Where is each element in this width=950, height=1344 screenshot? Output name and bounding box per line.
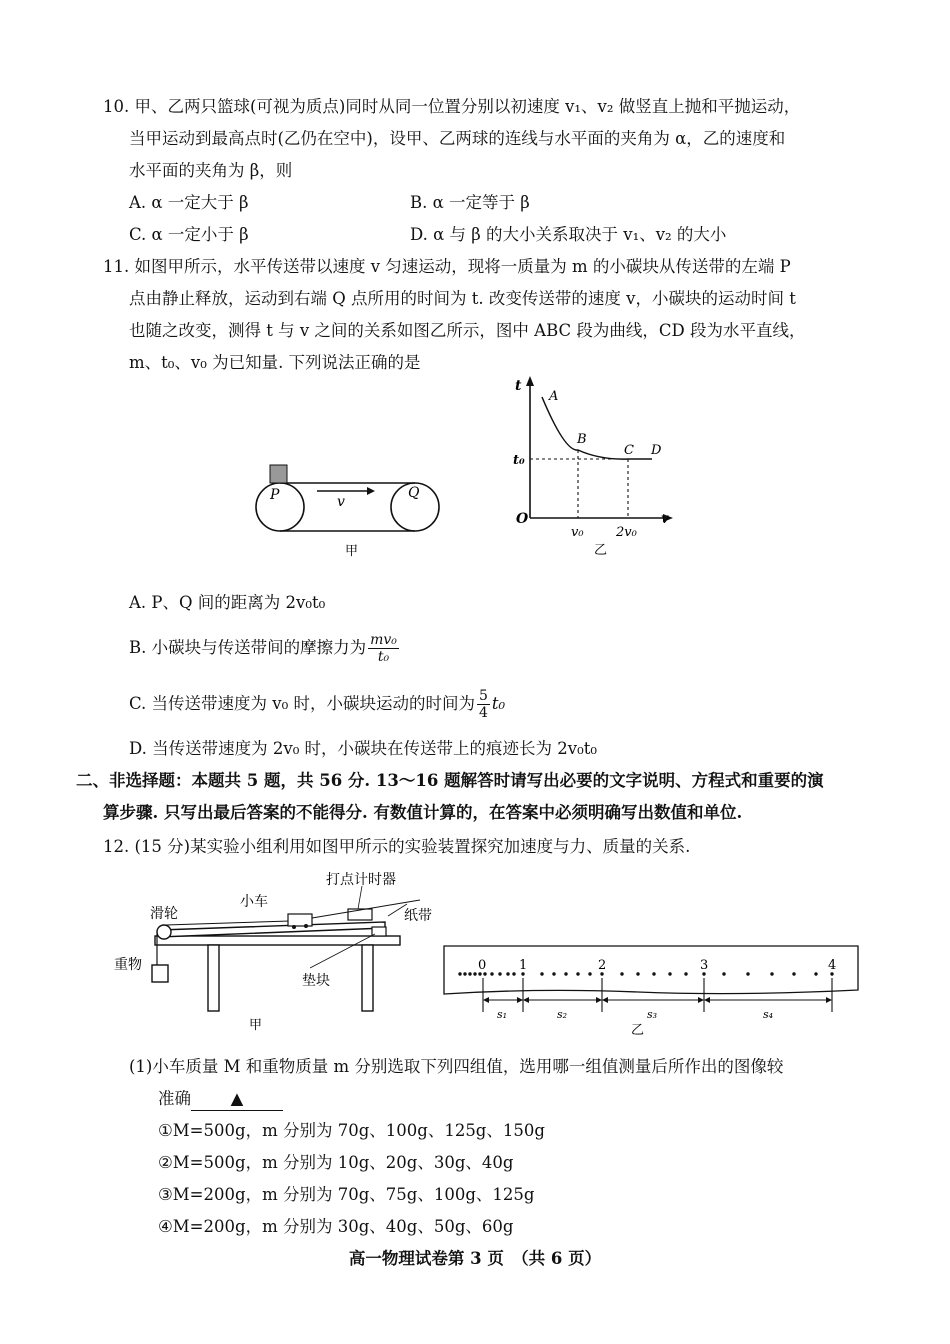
q11-line1: 11. 如图甲所示，水平传送带以速度 v 匀速运动，现将一质量为 m 的小碳块从传送带的左端 P — [103, 257, 791, 276]
label-v: v — [337, 494, 345, 510]
tick-v0: v₀ — [571, 525, 584, 540]
label-weight: 重物 — [114, 957, 142, 973]
tick-t0: t₀ — [513, 453, 525, 468]
q10-option-d: D. α 与 β 的大小关系取决于 v₁、v₂ 的大小 — [410, 225, 727, 244]
fig-caption-yi: 乙 — [594, 543, 608, 558]
q10-option-a: A. α 一定大于 β — [129, 193, 249, 212]
q11-line2: 点由静止释放，运动到右端 Q 点所用的时间为 t. 改变传送带的速度 v，小碳块的运动时间 t — [129, 289, 796, 308]
q11-option-d: D. 当传送带速度为 2v₀ 时，小碳块在传送带上的痕迹长为 2v₀t₀ — [129, 739, 597, 758]
count-4: 4 — [828, 958, 837, 973]
q12-choice-4: ④M=200g，m 分别为 30g、40g、50g、60g — [158, 1217, 514, 1236]
q11-option-c-text: C. 当传送带速度为 v₀ 时，小碳块运动的时间为 — [129, 694, 475, 713]
q10-line1: 10. 甲、乙两只篮球(可视为质点)同时从同一位置分别以初速度 v₁、v₂ 做竖直上抛和平抛运动， — [103, 97, 801, 116]
fig-caption-yi-2: 乙 — [631, 1023, 645, 1038]
q10-option-c: C. α 一定小于 β — [129, 225, 249, 244]
page-footer: 高一物理试卷第 3 页 （共 6 页） — [348, 1249, 602, 1268]
pulley — [157, 925, 171, 939]
label-pulley: 滑轮 — [150, 906, 178, 922]
q11-option-c-fraction — [477, 688, 490, 721]
axis-v: v — [661, 511, 669, 527]
q12-line1: 12. (15 分)某实验小组利用如图甲所示的实验装置探究加速度与力、质量的关系. — [103, 837, 691, 856]
segment-s1: s₁ — [497, 1008, 508, 1021]
point-b: B — [577, 432, 587, 447]
cart — [288, 914, 312, 926]
segment-s3: s₃ — [647, 1008, 658, 1021]
label-timer: 打点计时器 — [326, 872, 396, 888]
point-a: A — [549, 389, 559, 404]
q12-sub1-line1: (1)小车质量 M 和重物质量 m 分别选取下列四组值，选用哪一组值测量后所作出的图像较 — [129, 1057, 784, 1076]
q10-line2: 当甲运动到最高点时(乙仍在空中)，设甲、乙两球的连线与水平面的夹角为 α，乙的速度和 — [129, 129, 786, 148]
origin-o: O — [516, 511, 529, 527]
label-tape: 纸带 — [404, 908, 432, 924]
carbon-block — [270, 465, 287, 483]
q10-option-b: B. α 一定等于 β — [410, 193, 530, 212]
tick-2v0: 2v₀ — [616, 525, 637, 540]
t-v-graph — [505, 372, 685, 562]
q11-line3: 也随之改变，测得 t 与 v 之间的关系如图乙所示，图中 ABC 段为曲线，CD 段为水平直线， — [129, 321, 806, 340]
label-q: Q — [408, 485, 420, 501]
apparatus-figure — [110, 868, 445, 1038]
label-p: P — [270, 487, 280, 503]
q11-option-c-den: 4 — [478, 705, 488, 721]
conveyor-belt-figure — [245, 455, 455, 565]
tick-timer — [348, 909, 372, 920]
paper-tape-figure — [438, 938, 868, 1038]
count-1: 1 — [519, 958, 528, 973]
q11-option-b-num: mv₀ — [370, 632, 397, 648]
q11-option-b-den: t₀ — [377, 649, 390, 665]
fig-caption-jia-2: 甲 — [249, 1018, 263, 1033]
label-block: 垫块 — [302, 973, 330, 989]
point-d: D — [651, 443, 662, 458]
q11-option-b-fraction — [368, 632, 399, 665]
answer-blank[interactable]: ▲ — [191, 1088, 283, 1111]
count-3: 3 — [700, 958, 709, 973]
q12-choice-3: ③M=200g，m 分别为 70g、75g、100g、125g — [158, 1185, 535, 1204]
section2-line2: 算步骤. 只写出最后答案的不能得分. 有数值计算的，在答案中必须明确写出数值和单位. — [103, 803, 743, 822]
q11-option-b — [129, 632, 401, 665]
q11-option-c — [129, 688, 505, 721]
hanging-weight — [152, 965, 168, 982]
left-roller — [256, 483, 304, 531]
fig-caption-jia: 甲 — [345, 544, 359, 559]
curve-abc — [542, 397, 628, 459]
segment-s2: s₂ — [557, 1008, 568, 1021]
axis-t: t — [515, 378, 522, 394]
point-c: C — [624, 443, 634, 458]
q12-sub1-line2 — [158, 1088, 283, 1111]
q11-option-c-unit: t₀ — [491, 694, 506, 713]
q12-choice-1: ①M=500g，m 分别为 70g、100g、125g、150g — [158, 1121, 545, 1140]
q11-option-c-num: 5 — [478, 688, 488, 704]
q12-sub1-label: 准确 — [158, 1089, 191, 1108]
q10-line3: 水平面的夹角为 β，则 — [129, 161, 293, 180]
count-2: 2 — [598, 958, 607, 973]
section2-line1: 二、非选择题：本题共 5 题，共 56 分. 13～16 题解答时请写出必要的文字说明、方程式和重要的演 — [76, 771, 824, 790]
q12-choice-2: ②M=500g，m 分别为 10g、20g、30g、40g — [158, 1153, 514, 1172]
label-cart: 小车 — [240, 894, 268, 910]
segment-s4: s₄ — [763, 1008, 774, 1021]
q11-option-b-text: B. 小碳块与传送带间的摩擦力为 — [129, 638, 367, 657]
q11-line4: m、t₀、v₀ 为已知量. 下列说法正确的是 — [129, 353, 421, 372]
q11-option-a: A. P、Q 间的距离为 2v₀t₀ — [129, 593, 326, 612]
count-0: 0 — [478, 958, 487, 973]
